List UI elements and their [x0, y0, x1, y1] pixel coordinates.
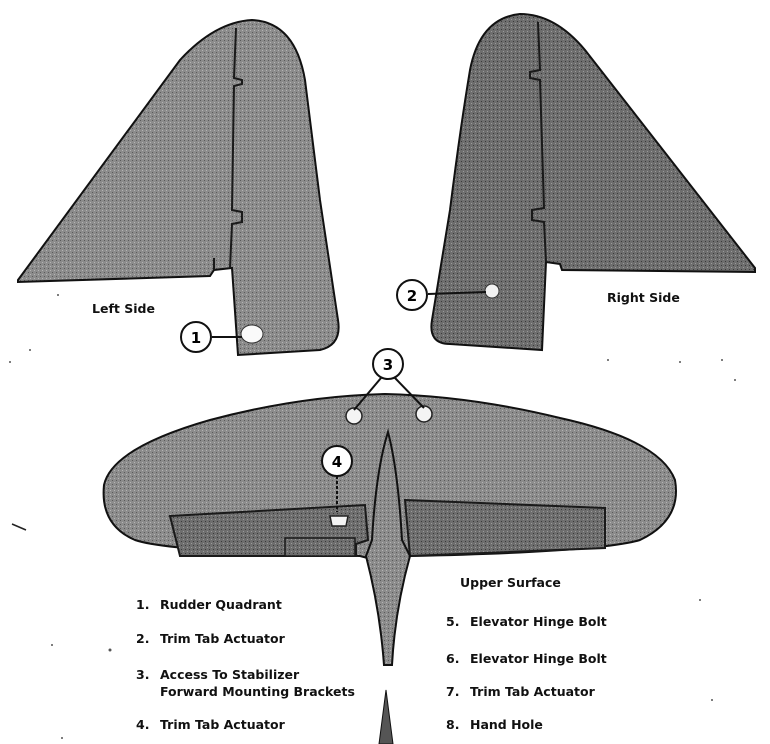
legend-item [136, 667, 299, 682]
trim-tab-actuator-4-mark [330, 516, 348, 526]
right-fin-surface [431, 14, 755, 350]
legend-text: Trim Tab Actuator [470, 684, 595, 699]
scan-dash [12, 524, 26, 530]
legend-item [446, 651, 607, 666]
callout-3-number: 3 [382, 356, 394, 374]
legend-text: Access To Stabilizer [160, 667, 300, 682]
legend-text: Elevator Hinge Bolt [470, 651, 607, 666]
callout-1 [181, 322, 211, 352]
right-trim-tab-actuator-mark [485, 284, 499, 298]
legend-text: Trim Tab Actuator [160, 717, 285, 732]
legend-item [136, 597, 282, 612]
legend-item [446, 717, 543, 732]
legend-text: Trim Tab Actuator [160, 631, 285, 646]
access-hole-left [346, 408, 362, 424]
legend-text: Elevator Hinge Bolt [470, 614, 607, 629]
right-side-label: Right Side [607, 290, 680, 305]
upper-surface-label: Upper Surface [460, 575, 561, 590]
left-rudder-quadrant-hole [241, 325, 263, 343]
legend-text: Forward Mounting Brackets [160, 684, 355, 699]
legend-number: 2. [136, 631, 150, 646]
right-elevator-line [405, 500, 605, 556]
legend-number: 1. [136, 597, 150, 612]
legend-item-continuation [160, 684, 355, 699]
legend-number: 5. [446, 614, 460, 629]
legend-number: 7. [446, 684, 460, 699]
left-side-label: Left Side [92, 301, 155, 316]
legend-text: Rudder Quadrant [160, 597, 282, 612]
left-trim-tab [285, 538, 355, 556]
callout-2 [397, 280, 427, 310]
legend-number: 6. [446, 651, 460, 666]
legend-number: 8. [446, 717, 460, 732]
legend-item [136, 631, 285, 646]
legend-number: 4. [136, 717, 150, 732]
right-side-tail-view [431, 14, 755, 350]
legend-item [446, 684, 595, 699]
left-fin-surface [18, 20, 339, 355]
callout-1-number: 1 [190, 329, 202, 347]
left-side-tail-view [18, 20, 339, 355]
callout-4-number: 4 [331, 453, 343, 471]
callout-3 [373, 349, 403, 379]
legend-number: 3. [136, 667, 150, 682]
callout-2-number: 2 [406, 287, 418, 305]
legend-item [136, 717, 285, 732]
legend-item [446, 614, 607, 629]
legend-text: Hand Hole [470, 717, 543, 732]
access-hole-right [416, 406, 432, 422]
callout-4 [322, 446, 352, 476]
tail-cone-bottom [379, 690, 393, 744]
